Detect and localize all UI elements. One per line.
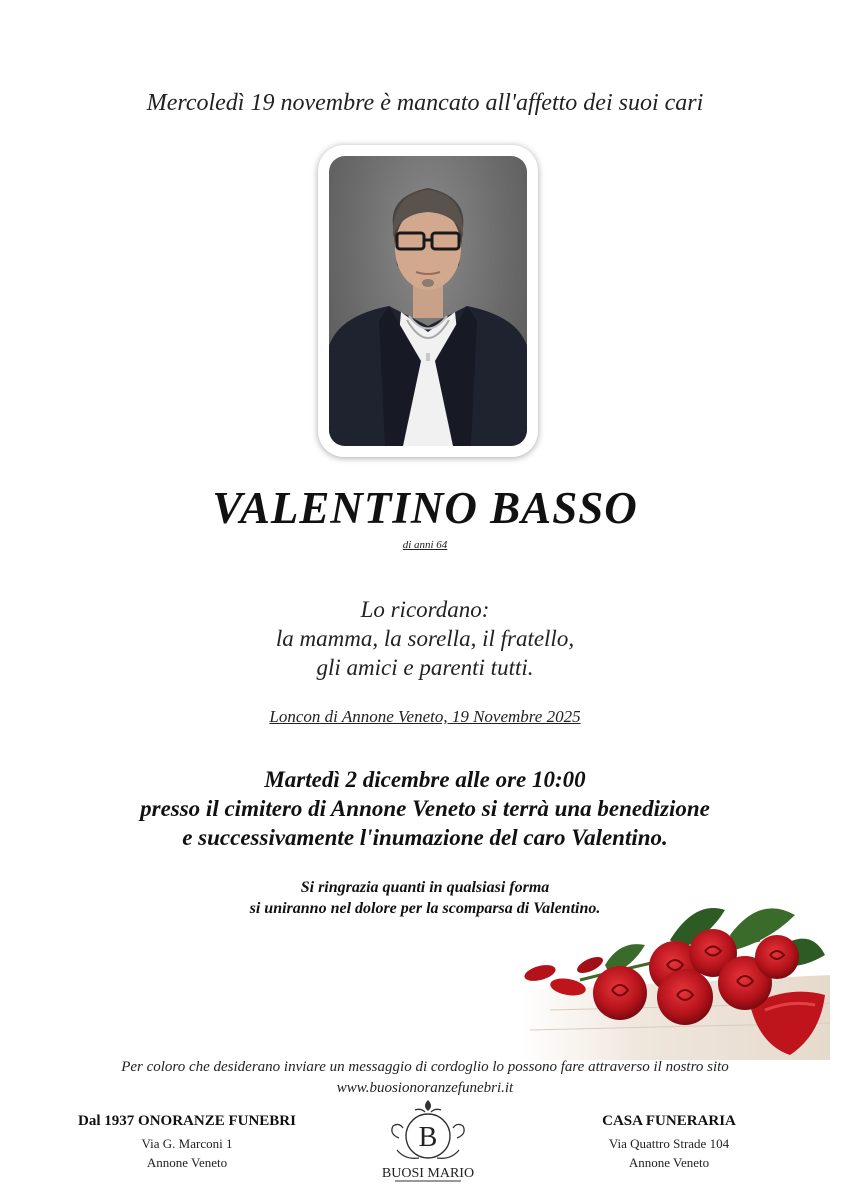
service-line: Martedì 2 dicembre alle ore 10:00 [264,767,586,792]
funeral-home-info [57,1112,317,1172]
service-line: e successivamente l'inumazione del caro Valentino. [182,825,668,850]
remembrance-line: gli amici e parenti tutti. [316,655,534,680]
funeral-parlor-city: Annone Veneto [628,1155,710,1170]
funeral-parlor-address: Via Quattro Strade 104 [608,1136,730,1151]
logo-letter: B [418,1122,438,1153]
remembrance-block [0,595,850,682]
funeral-parlor-info [539,1112,799,1172]
service-line: presso il cimitero di Annone Veneto si terrà una benedizione [140,796,710,821]
service-info [0,765,850,852]
website-link[interactable]: www.buosionoranzefunebri.it [336,1080,514,1096]
roses-image [520,895,830,1060]
place-date: Loncon di Annone Veneto, 19 Novembre 2025 [269,707,581,726]
thanks-line: si uniranno nel dolore per la scomparsa di Valentino. [249,900,601,917]
deceased-name: VALENTINO BASSO [212,483,638,533]
funeral-home-address: Via G. Marconi 1 [141,1136,233,1151]
logo-name: BUOSI MARIO [381,1166,475,1181]
footer-message [0,1057,850,1099]
portrait-frame [318,145,538,457]
condolence-text: Per coloro che desiderano inviare un messaggio di cordoglio lo possono fare attraverso il nostro sito [121,1059,729,1075]
funeral-home-city: Annone Veneto [146,1155,228,1170]
remembrance-line: la mamma, la sorella, il fratello, [275,626,575,651]
thanks-line: Si ringrazia quanti in qualsiasi forma [300,879,550,896]
funeral-home-title: Dal 1937 ONORANZE FUNEBRI [78,1113,296,1129]
portrait-photo [329,156,527,446]
funeral-parlor-title: CASA FUNERARIA [602,1113,736,1129]
announcement-intro: Mercoledì 19 novembre è mancato all'affetto dei suoi cari [146,90,704,116]
remembrance-line: Lo ricordano: [360,597,490,622]
deceased-age: di anni 64 [402,539,448,551]
buosi-logo [375,1098,481,1184]
